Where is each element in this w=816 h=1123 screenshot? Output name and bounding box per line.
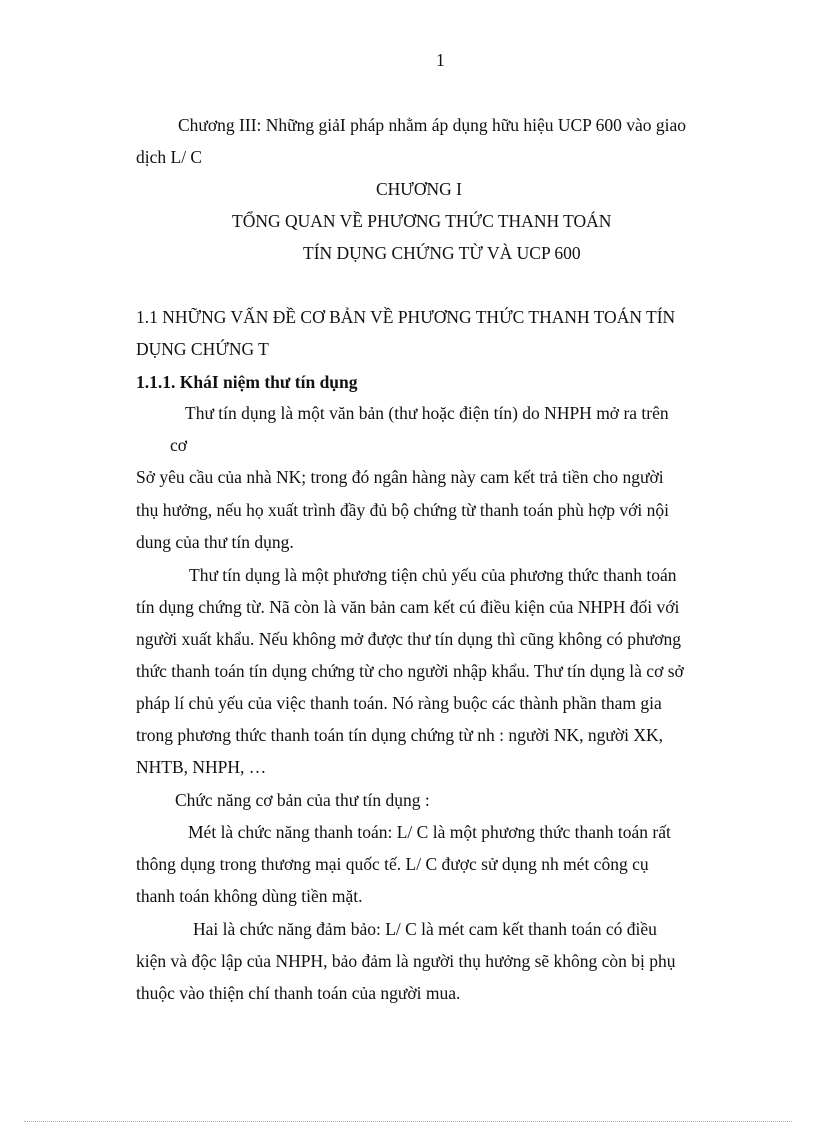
- chapter-label: CHƯƠNG I: [376, 179, 463, 199]
- paragraph-2-line-7: NHTB, NHPH, …: [136, 757, 267, 777]
- section-heading-line-1: 1.1 NHỮNG VẤN ĐỀ CƠ BẢN VỀ PHƯƠNG THỨC THANH TOÁN TÍN: [136, 307, 676, 327]
- section-heading-line-2: DỤNG CHỨNG T: [136, 339, 269, 359]
- toc-line-1: Chương III: Những giảI pháp nhằm áp dụng hữu hiệu UCP 600 vào giao: [178, 115, 687, 135]
- functions-heading: Chức năng cơ bản của thư tín dụng :: [175, 790, 430, 810]
- paragraph-4-line-1: Hai là chức năng đảm bảo: L/ C là mét cam kết thanh toán có điều: [193, 919, 657, 939]
- paragraph-3-line-2: thông dụng trong thương mại quốc tế. L/ C được sử dụng nh mét công cụ: [136, 854, 649, 874]
- subsection-number: 1.1.1.: [136, 372, 176, 392]
- paragraph-2-line-6: trong phương thức thanh toán tín dụng chứng từ nh : người NK, người XK,: [136, 725, 663, 745]
- paragraph-4-line-3: thuộc vào thiện chí thanh toán của người mua.: [136, 983, 461, 1003]
- subsection-title: KháI niệm thư tín dụng: [179, 372, 358, 392]
- paragraph-1-line-3: Sở yêu cầu của nhà NK; trong đó ngân hàng này cam kết trả tiền cho người: [136, 467, 664, 487]
- paragraph-2-line-4: thức thanh toán tín dụng chứng từ cho người nhập khẩu. Thư tín dụng là cơ sở: [136, 661, 684, 681]
- page-number: 1: [436, 50, 445, 70]
- paragraph-1-line-1: Thư tín dụng là một văn bản (thư hoặc điện tín) do NHPH mở ra trên: [185, 403, 669, 423]
- paragraph-2-line-2: tín dụng chứng từ. Nã còn là văn bản cam kết cú điều kiện của NHPH đối với: [136, 597, 680, 617]
- paragraph-3-line-1: Mét là chức năng thanh toán: L/ C là một phương thức thanh toán rất: [188, 822, 671, 842]
- paragraph-1-line-5: dung của thư tín dụng.: [136, 532, 294, 552]
- toc-line-2: dịch L/ C: [136, 147, 203, 167]
- paragraph-1-line-2: cơ: [170, 435, 188, 455]
- paragraph-2-line-5: pháp lí chủ yếu của việc thanh toán. Nó ràng buộc các thành phần tham gia: [136, 693, 662, 713]
- chapter-title-line-2: TÍN DỤNG CHỨNG TỪ VÀ UCP 600: [303, 243, 581, 263]
- page-bottom-border: [24, 1121, 792, 1122]
- paragraph-4-line-2: kiện và độc lập của NHPH, bảo đảm là người thụ hưởng sẽ không còn bị phụ: [136, 951, 676, 971]
- chapter-title-line-1: TỔNG QUAN VỀ PHƯƠNG THỨC THANH TOÁN: [232, 211, 612, 231]
- subsection-heading: [136, 374, 358, 392]
- paragraph-2-line-3: người xuất khẩu. Nếu không mở được thư tín dụng thì cũng không có phương: [136, 629, 681, 649]
- paragraph-1-line-4: thụ hưởng, nếu họ xuất trình đầy đủ bộ chứng từ thanh toán phù hợp với nội: [136, 500, 670, 520]
- paragraph-3-line-3: thanh toán không dùng tiền mặt.: [136, 886, 363, 906]
- paragraph-2-line-1: Thư tín dụng là một phương tiện chủ yếu của phương thức thanh toán: [189, 565, 677, 585]
